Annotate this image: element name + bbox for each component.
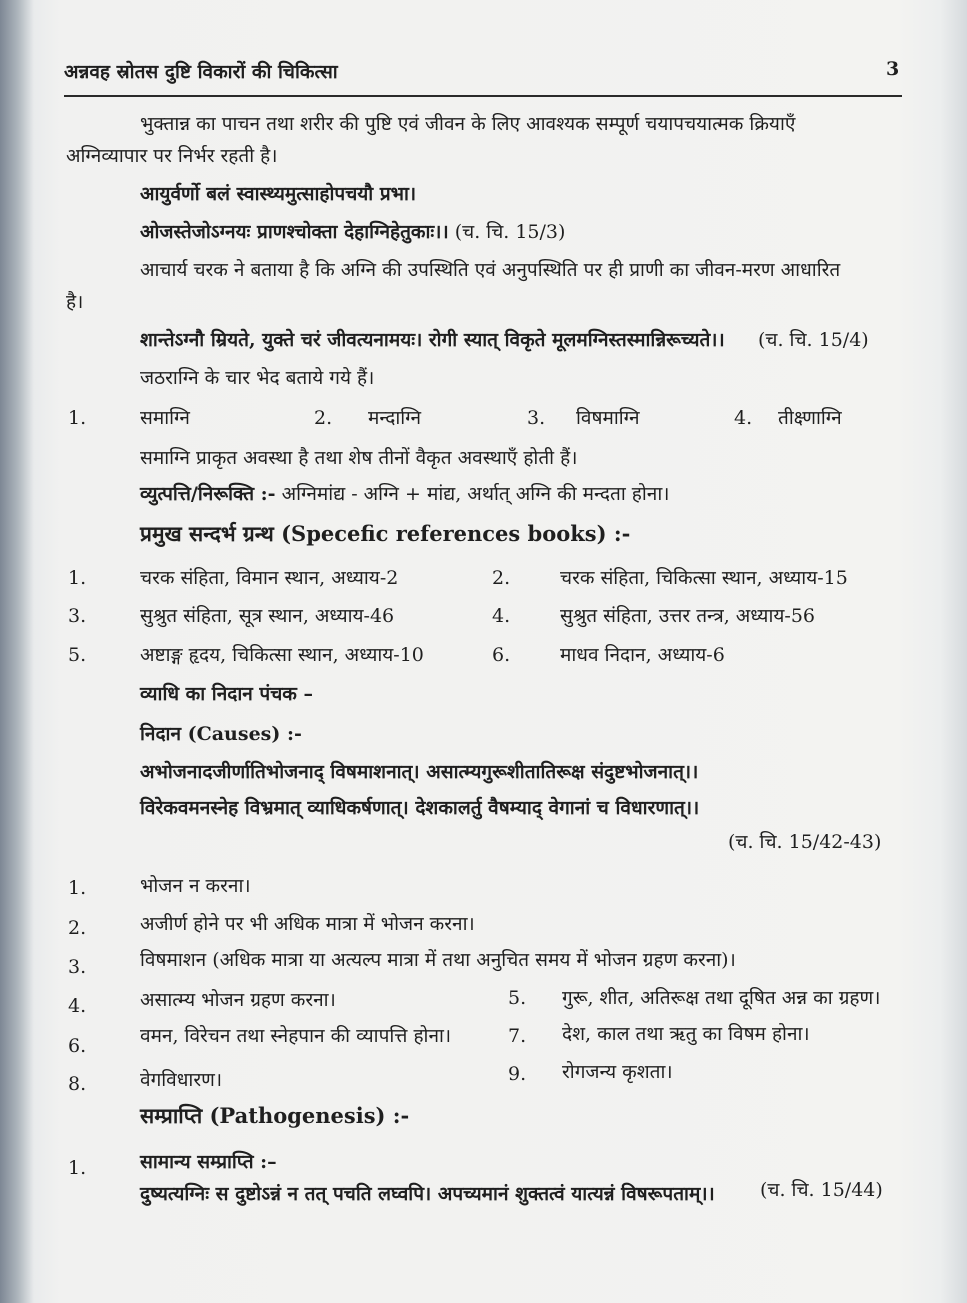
cause-text: भोजन न करना। — [140, 875, 251, 897]
pathogenesis-reference: (च. चि. 15/44) — [760, 1179, 883, 1201]
shloka-1b-reference: (च. चि. 15/3) — [454, 221, 566, 243]
agni-type-number: 2. — [314, 407, 333, 429]
causes-shloka-line-1: अभोजनादजीर्णातिभोजनाद् विषमाशनात्। असात्म्यगुरूशीतातिरूक्ष संदुष्टभोजनात्।। — [140, 761, 699, 783]
references-heading: प्रमुख सन्दर्भ ग्रन्थ (Specefic references books) :- — [140, 521, 631, 546]
reference-text: सुश्रुत संहिता, सूत्र स्थान, अध्याय-46 — [140, 605, 395, 627]
agni-type-number: 3. — [527, 407, 546, 429]
cause-number: 7. — [508, 1025, 527, 1047]
intro-line-1: भुक्तान्न का पाचन तथा शरीर की पुष्टि एवं जीवन के लिए आवश्यक सम्पूर्ण चयापचयात्मक क्रियाएँ — [140, 113, 796, 135]
samagni-note: समाग्नि प्राकृत अवस्था है तथा शेष तीनों वैकृत अवस्थाएँ होती हैं। — [140, 447, 578, 469]
para-2-line-1: आचार्य चरक ने बताया है कि अग्नि की उपस्थिति एवं अनुपस्थिति पर ही प्राणी का जीवन-मरण आधारित — [140, 259, 841, 281]
header-rule — [64, 95, 902, 97]
pathogenesis-shloka: दुष्यत्यग्निः स दुष्टोऽन्नं न तत् पचति लघ्वपि। अपच्यमानं शुक्तत्वं यात्यन्नं विषरूपताम्।। — [140, 1183, 715, 1205]
cause-number: 9. — [508, 1063, 527, 1085]
intro-line-2: अग्निव्यापार पर निर्भर रहती है। — [66, 145, 278, 167]
cause-number: 4. — [68, 995, 87, 1017]
reference-number: 5. — [68, 644, 87, 666]
para-2-line-2: है। — [66, 291, 84, 313]
cause-number: 1. — [68, 877, 87, 899]
reference-number: 6. — [492, 644, 511, 666]
agni-type-label: विषमाग्नि — [576, 407, 640, 429]
pathogenesis-heading: सम्प्राप्ति (Pathogenesis) :- — [140, 1103, 410, 1128]
cause-text: वेगविधारण। — [140, 1069, 223, 1091]
agni-type-label: मन्दाग्नि — [368, 407, 422, 429]
pathogenesis-item-number: 1. — [68, 1157, 87, 1179]
pathogenesis-item-label: सामान्य सम्प्राप्ति :– — [140, 1151, 277, 1173]
cause-number: 5. — [508, 987, 527, 1009]
reference-text: अष्टाङ्ग हृदय, चिकित्सा स्थान, अध्याय-10 — [140, 644, 424, 666]
vyutpatti-label: व्युत्पत्ति/निरूक्ति :- — [140, 483, 276, 505]
causes-heading: निदान (Causes) :- — [140, 723, 302, 745]
cause-text: देश, काल तथा ऋतु का विषम होना। — [562, 1023, 810, 1045]
cause-text: गुरू, शीत, अतिरूक्ष तथा दूषित अन्न का ग्रहण। — [562, 987, 881, 1009]
causes-shloka-line-2: विरेकवमनस्नेह विभ्रमात् व्याधिकर्षणात्। देशकालर्तु वैषम्याद् वेगानां च विधारणात्।। — [140, 797, 700, 819]
vyutpatti-text: अग्निमांद्य - अग्नि + मांद्य, अर्थात् अग्नि की मन्दता होना। — [275, 483, 670, 505]
cause-text: विषमाशन (अधिक मात्रा या अत्यल्प मात्रा में तथा अनुचित समय में भोजन ग्रहण करना)। — [140, 949, 736, 971]
agni-type-label: समाग्नि — [140, 407, 190, 429]
agni-type-number: 4. — [734, 407, 753, 429]
running-header-title: अन्नवह स्रोतस दुष्टि विकारों की चिकित्सा — [64, 61, 338, 83]
cause-number: 2. — [68, 917, 87, 939]
page-number: 3 — [886, 58, 900, 80]
cause-text: असात्म्य भोजन ग्रहण करना। — [140, 989, 336, 1011]
reference-text: चरक संहिता, चिकित्सा स्थान, अध्याय-15 — [560, 567, 848, 589]
cause-text: वमन, विरेचन तथा स्नेहपान की व्यापत्ति होना। — [140, 1025, 452, 1047]
shloka-1b-line — [140, 220, 565, 244]
cause-number: 6. — [68, 1035, 87, 1057]
reference-text: चरक संहिता, विमान स्थान, अध्याय-2 — [140, 567, 399, 589]
cause-number: 8. — [68, 1073, 87, 1095]
shloka-2: शान्तेऽग्नौ म्रियते, युक्ते चरं जीवत्यनामयः। रोगी स्यात् विकृते मूलमग्निस्तस्मान्निरूच्यते।। — [140, 329, 725, 351]
cause-text: अजीर्ण होने पर भी अधिक मात्रा में भोजन करना। — [140, 913, 475, 935]
reference-text: सुश्रुत संहिता, उत्तर तन्त्र, अध्याय-56 — [560, 605, 815, 627]
cause-number: 3. — [68, 956, 87, 978]
vyutpatti-line — [140, 482, 669, 506]
shloka-1a: आयुर्वर्णो बलं स्वास्थ्यमुत्साहोपचयौ प्रभा। — [140, 183, 417, 205]
cause-text: रोगजन्य कृशता। — [562, 1061, 673, 1083]
reference-text: माधव निदान, अध्याय-6 — [560, 644, 725, 666]
shloka-2-reference: (च. चि. 15/4) — [758, 329, 869, 351]
reference-number: 3. — [68, 605, 87, 627]
reference-number: 1. — [68, 567, 87, 589]
shloka-1b: ओजस्तेजोऽग्नयः प्राणश्चोक्ता देहाग्निहेतुकाः।। — [140, 221, 449, 243]
jatharagni-intro: जठराग्नि के चार भेद बताये गये हैं। — [140, 367, 375, 389]
causes-shloka-reference: (च. चि. 15/42-43) — [728, 831, 882, 853]
reference-number: 2. — [492, 567, 511, 589]
agni-type-number: 1. — [68, 407, 87, 429]
agni-type-label: तीक्ष्णाग्नि — [778, 407, 842, 429]
nidan-panchak-heading: व्याधि का निदान पंचक – — [140, 683, 313, 705]
reference-number: 4. — [492, 605, 511, 627]
